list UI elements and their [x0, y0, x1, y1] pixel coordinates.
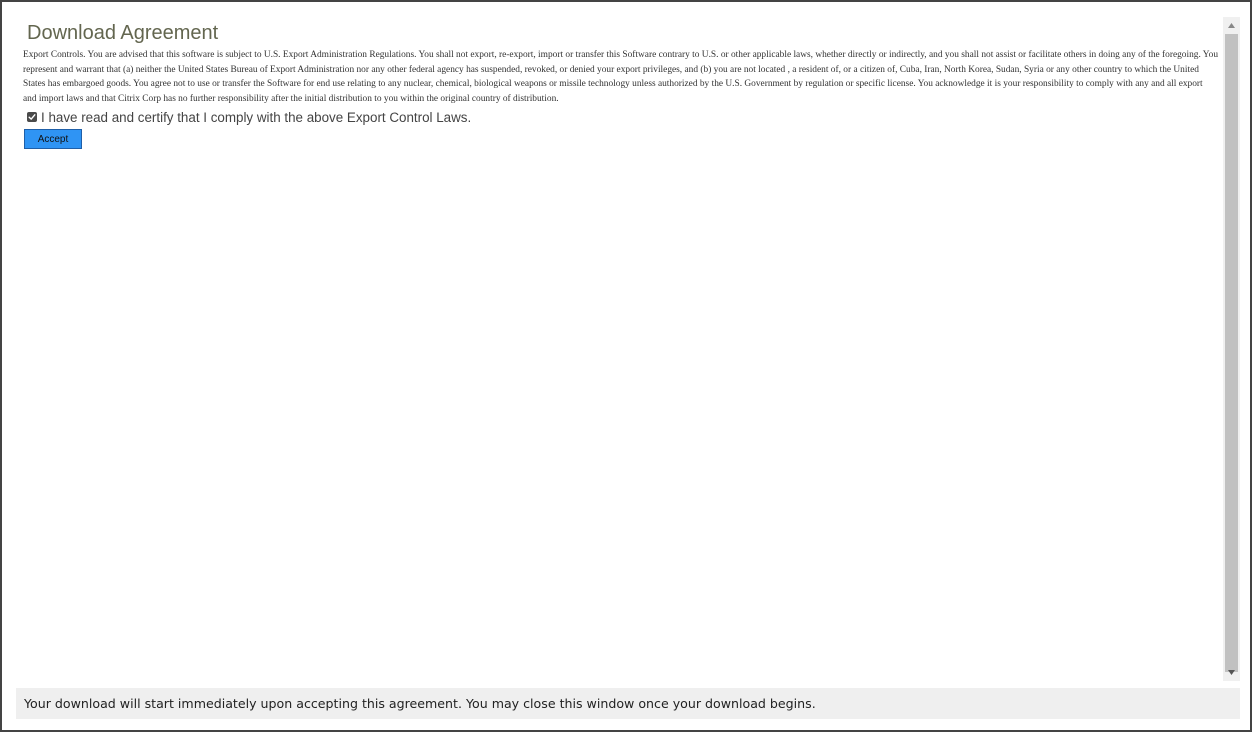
certify-checkbox[interactable]: [27, 112, 37, 122]
vertical-scrollbar[interactable]: [1223, 17, 1240, 681]
agreement-content: [22, 20, 1218, 680]
accept-button[interactable]: Accept: [24, 129, 82, 149]
scroll-down-button[interactable]: [1223, 664, 1240, 681]
arrow-up-icon: [1228, 23, 1235, 28]
scroll-up-button[interactable]: [1223, 17, 1240, 34]
agreement-text: Export Controls. You are advised that this software is subject to U.S. Export Administration Regulations. You shall not export, re-export, import or transfer this Software contrary to U.S. or other applicable laws, whether directly or indirectly, and you shall not assist or facilitate others in doing any of the foregoing. You represent and warrant that (a) neither the United States Bureau of Export Administration nor any other federal agency has suspended, revoked, or denied your export privileges, and (b) you are not located , a resident of, or a citizen of, Cuba, Iran, North Korea, Sudan, Syria or any other country to which the United States has embargoed goods. You agree not to use or transfer the Software for end use relating to any nuclear, chemical, biological weapons or missile technology unless authorized by the U.S. Government by regulation or specific license. You acknowledge it is your responsibility to comply with any and all export and import laws and that Citrix Corp has no further responsibility after the initial distribution to you within the original country of distribution.: [23, 50, 1219, 104]
checkmark-icon: [28, 113, 36, 121]
page-title: Download Agreement: [27, 22, 219, 44]
footer-text: Your download will start immediately upon accepting this agreement. You may close this window once your download begins.: [24, 696, 816, 711]
certify-checkbox-row[interactable]: [27, 109, 471, 125]
scroll-thumb[interactable]: [1225, 34, 1238, 672]
certify-label[interactable]: I have read and certify that I comply with the above Export Control Laws.: [41, 109, 472, 125]
footer-notice: [16, 688, 1240, 719]
arrow-down-icon: [1228, 670, 1235, 675]
